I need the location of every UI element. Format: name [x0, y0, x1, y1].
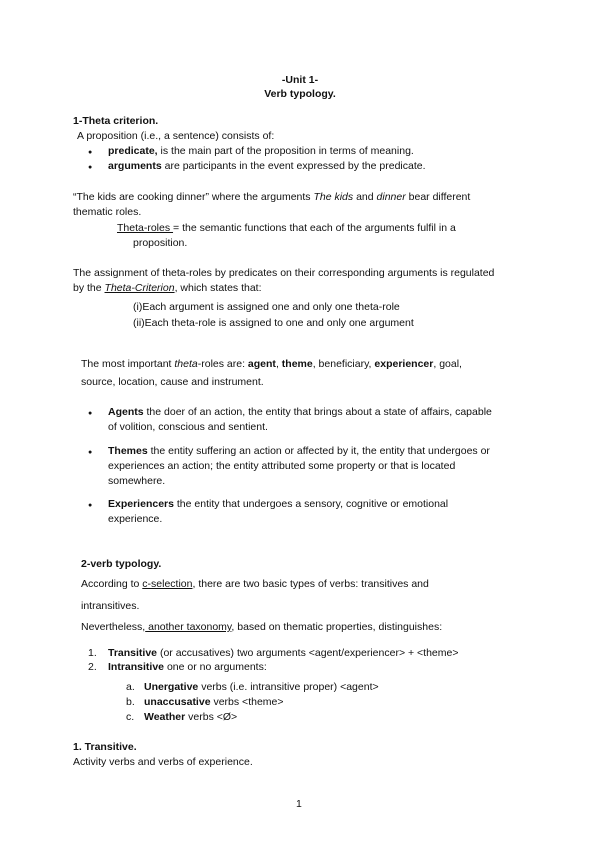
section-3-text: Activity verbs and verbs of experience.	[73, 756, 253, 768]
role-themes: Themes the entity suffering an action or affected by it, the entity that undergoes or	[108, 445, 490, 457]
example-sentence: “The kids are cooking dinner” where the arguments The kids and dinner bear different	[73, 191, 471, 203]
role-agents-cont: of volition, conscious and sentient.	[108, 421, 268, 433]
bullet-dot-2: ●	[88, 164, 93, 171]
criterion-ii: (ii)Each theta-role is assigned to one and only one argument	[133, 317, 414, 329]
unit-title: -Unit 1-	[281, 74, 319, 86]
subtype-letter-a: a.	[126, 681, 135, 693]
c-selection-paragraph-cont: intransitives.	[81, 600, 140, 612]
section-1-intro: A proposition (i.e., a sentence) consists of:	[77, 130, 275, 142]
criterion-i: (i)Each argument is assigned one and only one theta-role	[133, 301, 400, 313]
bullet-dot-agents: ●	[88, 410, 93, 417]
page-heading: Verb typology.	[264, 88, 336, 100]
role-experiencers-cont: experience.	[108, 513, 163, 525]
important-roles: The most important theta-roles are: agent, theme, beneficiary, experiencer, goal,	[81, 358, 462, 370]
role-themes-cont-1: experiences an action; the entity attributed some property or that is located	[108, 460, 456, 472]
role-experiencers: Experiencers the entity that undergoes a sensory, cognitive or emotional	[108, 498, 449, 510]
role-agents: Agents the doer of an action, the entity that brings about a state of affairs, capable	[108, 406, 492, 418]
role-themes-cont-2: somewhere.	[108, 475, 166, 487]
subtype-letter-c: c.	[126, 711, 135, 723]
c-selection-paragraph: According to c-selection, there are two basic types of verbs: transitives and	[81, 578, 429, 590]
type-num-1: 1.	[88, 647, 97, 659]
section-2-title: 2-verb typology.	[81, 558, 162, 570]
taxonomy-paragraph: Nevertheless, another taxonomy, based on thematic properties, distinguishes:	[81, 621, 443, 633]
bullet-dot-themes: ●	[88, 449, 93, 456]
bullet-arguments: arguments are participants in the event expressed by the predicate.	[108, 160, 426, 172]
example-sentence-cont: thematic roles.	[73, 206, 142, 218]
type-intransitive: Intransitive one or no arguments:	[108, 661, 267, 673]
theta-roles-definition: Theta-roles = the semantic functions that each of the arguments fulfil in a	[117, 222, 456, 234]
subtype-unaccusative: unaccusative verbs <theme>	[144, 696, 284, 708]
page-number: 1	[296, 798, 302, 810]
subtype-letter-b: b.	[126, 696, 135, 708]
subtype-unergative: Unergative verbs (i.e. intransitive proper) <agent>	[144, 681, 379, 693]
type-transitive: Transitive (or accusatives) two arguments <agent/experiencer> + <theme>	[108, 647, 459, 659]
bullet-dot-experiencers: ●	[88, 502, 93, 509]
section-3-title: 1. Transitive.	[73, 741, 137, 753]
section-1-title: 1-Theta criterion.	[73, 115, 159, 127]
theta-roles-definition-cont: proposition.	[133, 237, 188, 249]
important-roles-cont: source, location, cause and instrument.	[81, 376, 264, 388]
bullet-predicate: predicate, is the main part of the proposition in terms of meaning.	[108, 145, 414, 157]
type-num-2: 2.	[88, 661, 97, 673]
assignment-line-1: The assignment of theta-roles by predicates on their corresponding arguments is regulated	[73, 267, 495, 279]
bullet-dot-1: ●	[88, 149, 93, 156]
subtype-weather: Weather verbs <Ø>	[144, 711, 238, 723]
assignment-line-2: by the Theta-Criterion, which states that:	[73, 282, 262, 294]
